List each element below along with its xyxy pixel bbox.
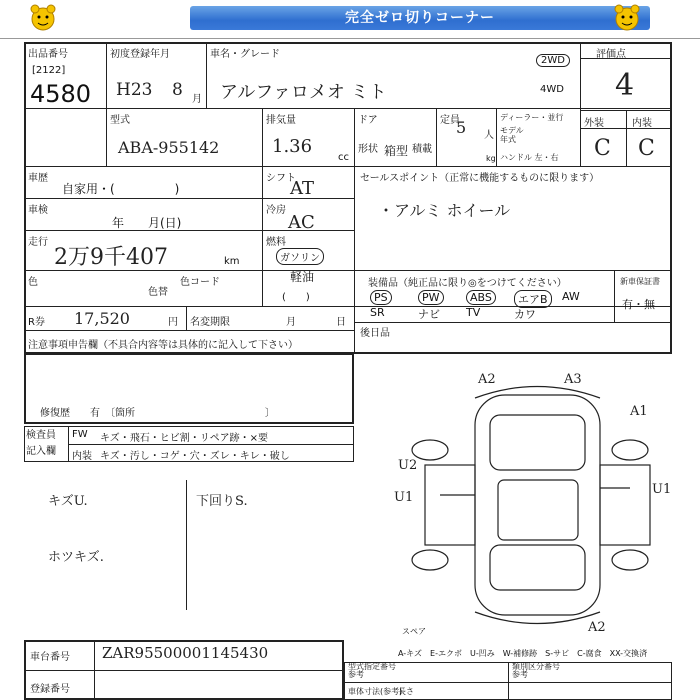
hand-note-3: ホツキズ. xyxy=(48,550,104,565)
header-bar xyxy=(0,0,700,39)
dealer-label: ディーラー・並行 xyxy=(500,113,564,122)
fuel-diesel: 軽油 xyxy=(290,270,315,284)
interior-grade: C xyxy=(638,136,655,161)
mark-a2-bottom: A2 xyxy=(588,620,606,635)
drive-4wd: 4WD xyxy=(540,84,564,95)
warranty-label: 新車保証書 xyxy=(620,277,660,286)
warranty-value: 有・無 xyxy=(622,298,655,311)
body-size-label: 車体寸法(参考) xyxy=(348,687,403,696)
chassis-label: 車台番号 xyxy=(30,652,70,663)
hand-note-1: キズU. xyxy=(48,494,88,509)
load-unit: kg xyxy=(486,154,496,163)
mark-u1-left: U1 xyxy=(394,490,414,505)
repair-history: 修復歴 有 〔箇所 〕 xyxy=(40,408,275,419)
equipment-item: SR xyxy=(370,306,385,319)
lot-number: 4580 xyxy=(30,80,92,108)
sales-point-value: ・アルミ ホイール xyxy=(378,201,511,220)
displacement-value: 1.36 xyxy=(272,136,313,157)
model-year-label: モデル 年式 xyxy=(500,126,524,144)
sales-point-label: セールスポイント（正常に機能するものに限ります） xyxy=(360,173,600,184)
load-label: 積載 xyxy=(412,144,432,155)
first-reg-month: 8 xyxy=(172,80,183,100)
registration-label: 登録番号 xyxy=(30,684,70,695)
tax-unit: 円 xyxy=(168,317,178,328)
equipment-item: エアB xyxy=(514,290,552,308)
month-unit: 月 xyxy=(192,94,202,105)
ac-label: 冷房 xyxy=(266,205,286,216)
interior-label: 内装 xyxy=(632,118,652,129)
mileage-value: 2万9千407 xyxy=(54,245,168,270)
exterior-grade: C xyxy=(594,136,611,161)
door-label: ドア xyxy=(358,115,378,126)
equipment-item: ナビ xyxy=(418,308,440,321)
fuel-other: ( ) xyxy=(282,292,310,303)
equipment-item: PS xyxy=(370,290,392,305)
chassis-value: ZAR95500001145430 xyxy=(102,644,269,662)
inspector-row2: キズ・汚し・コゲ・穴・ズレ・キレ・破し xyxy=(100,451,290,462)
equipment-item: AW xyxy=(562,290,580,303)
inspection-label: 車検 xyxy=(28,205,48,216)
color-label: 色 xyxy=(28,277,38,288)
equipment-item: TV xyxy=(466,306,481,319)
shift-label: シフト xyxy=(266,173,296,184)
spare-label: スペア xyxy=(402,627,426,636)
tax-label: R券 xyxy=(28,317,45,328)
shape-label: 形状 xyxy=(358,144,378,155)
shape-value: 箱型 xyxy=(384,144,409,158)
shift-value: AT xyxy=(290,178,315,199)
displacement-label: 排気量 xyxy=(266,115,296,126)
fuel-gas: ガソリン xyxy=(276,248,324,265)
deadline-label: 名変期限 xyxy=(190,317,230,328)
mark-u2: U2 xyxy=(398,458,418,473)
notes-label: 注意事項申告欄（不具合内容等は具体的に記入して下さい） xyxy=(28,340,298,351)
exterior-label: 外装 xyxy=(584,118,604,129)
car-name-label: 車名・グレード xyxy=(210,49,280,60)
length-label: 長さ xyxy=(398,687,414,696)
hand-note-2: 下回りS. xyxy=(196,494,248,509)
inspector-row2-head: 内装 xyxy=(72,451,92,462)
first-reg-label: 初度登録年月 xyxy=(110,49,170,60)
equipment-item: ABS xyxy=(466,290,496,305)
bear-logo-icon xyxy=(28,3,58,33)
deadline-day: 日 xyxy=(336,317,346,328)
lot-label: 出品番号 xyxy=(28,49,68,60)
drive-2wd: 2WD xyxy=(536,54,570,67)
displacement-unit: cc xyxy=(338,152,349,163)
capacity-value: 5 xyxy=(456,118,467,137)
rating-label: 評価点 xyxy=(596,49,626,60)
class-label: 類別区分番号 参考 xyxy=(512,662,560,679)
inspector-label: 検査員 記入欄 xyxy=(26,430,56,457)
mark-a3: A3 xyxy=(564,372,582,387)
repaint-label: 色替 xyxy=(148,287,168,298)
page-title: 完全ゼロ切りコーナー xyxy=(190,6,650,30)
mark-u1-right: U1 xyxy=(652,482,672,497)
first-reg-year: H23 xyxy=(116,80,153,100)
capacity-unit: 人 xyxy=(484,130,494,141)
equipment-label: 装備品（純正品に限り◎をつけてください） xyxy=(368,278,567,289)
mileage-unit: km xyxy=(224,256,240,267)
damage-legend: A-キズ E-エクボ U-凹み W-補修跡 S-サビ C-腐食 XX-交換済 xyxy=(398,649,648,658)
equipment-item: PW xyxy=(418,290,444,305)
later-label: 後日品 xyxy=(360,328,390,339)
car-name-value: アルファロメオ ミト xyxy=(220,82,387,103)
usage-value: 自家用・( ) xyxy=(62,182,180,196)
type-spec-label: 型式指定番号 参考 xyxy=(348,662,396,679)
bear-logo-icon xyxy=(612,3,642,33)
deadline-month: 月 xyxy=(286,317,296,328)
inspector-row1: キズ・飛石・ヒビ割・リペア跡・×要 xyxy=(100,433,268,444)
mileage-label: 走行 xyxy=(28,237,48,248)
handle-label: ハンドル 左・右 xyxy=(500,153,559,162)
equipment-item: カワ xyxy=(514,308,536,321)
model-label: 型式 xyxy=(110,115,130,126)
fuel-label: 燃料 xyxy=(266,237,286,248)
color-code-label: 色コード xyxy=(180,277,220,288)
tax-value: 17,520 xyxy=(74,309,130,328)
inspector-row1-head: FW xyxy=(72,429,88,440)
inspection-value: 年 月(日) xyxy=(112,216,182,230)
ac-value: AC xyxy=(288,212,315,233)
usage-label: 車歴 xyxy=(28,173,48,184)
model-value: ABA-955142 xyxy=(118,138,220,157)
capacity-label: 定員 xyxy=(440,115,460,126)
mark-a2-top: A2 xyxy=(478,372,496,387)
mark-a1: A1 xyxy=(630,404,648,419)
lot-code: [2122] xyxy=(32,65,66,76)
car-damage-diagram xyxy=(380,360,680,640)
rating-value: 4 xyxy=(615,68,635,103)
